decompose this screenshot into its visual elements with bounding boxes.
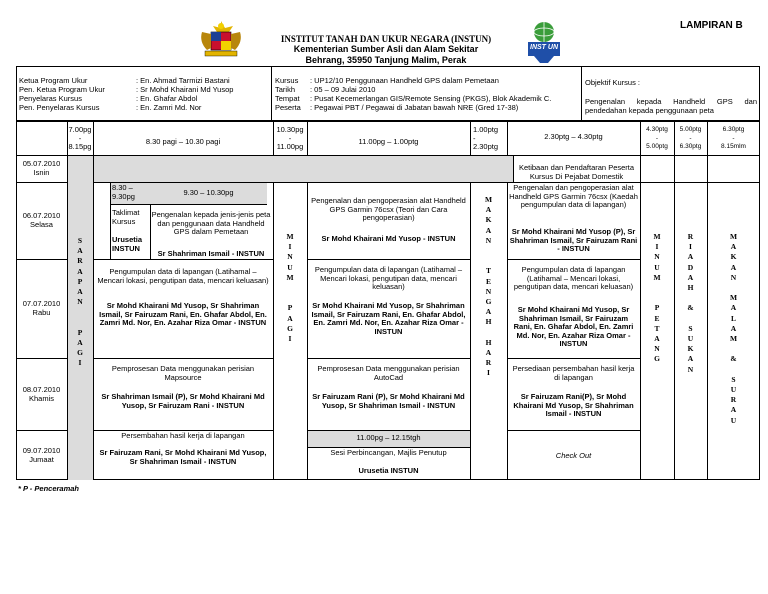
tue-secretariat: Urusetia INSTUN <box>112 235 143 253</box>
tue-gps-speaker: Sr Mohd Khairani Md Yusop - INSTUN <box>321 234 456 243</box>
fri-closing-organizer: Urusetia INSTUN <box>358 466 419 475</box>
day-friday: 09.07.2010 Jumaat <box>22 446 61 464</box>
day-thursday: 08.07.2010 Khamis <box>22 385 61 403</box>
fri-mid-time: 11.00pg – 12.15tgh <box>356 433 421 442</box>
crest-logo <box>197 20 245 58</box>
fri-am-speakers: Sr Fairuzam Rani, Sr Mohd Khairani Md Yusop, Sr Shahriman Ismail - INSTUN <box>99 448 267 466</box>
thu-mid-speakers: Sr Fairuzam Rani (P), Sr Mohd Khairani Md Yusop, Sr Shahriman Ismail - INSTUN <box>312 392 465 410</box>
ministry-name: Kementerian Sumber Asli dan Alam Sekitar <box>293 44 479 54</box>
break-sports: R I A D A H & S U K A N <box>687 232 694 374</box>
time-afternoon-session: 2.30ptg – 4.30ptg <box>544 132 603 141</box>
time-breakfast: 7.00pg - 8.15pg <box>68 125 92 152</box>
fri-closing-session: Sesi Perbincangan, Majlis Penutup <box>330 448 447 457</box>
time-lunch: 1.00ptg - 2.30ptg <box>473 125 499 152</box>
thu-pm-speakers: Sr Fairuzam Rani(P), Sr Mohd Khairani Md Yusop, Sr Shahriman Ismail - INSTUN <box>513 392 634 419</box>
thu-pm-session: Persediaan persembahan hasil kerja di lapangan <box>512 364 635 382</box>
wed-am-session: Pengumpulan data di lapangan (Latihamal – Mencari lokasi, pengutipan data, mencari keluasan) <box>97 267 269 285</box>
tue-intro-session: Pengenalan kepada jenis-jenis peta dan penggunaan data Handheld GPS dalam Pemetaan <box>151 210 271 237</box>
tue-time-a: 8.30 – 9.30pg <box>112 183 135 201</box>
tue-briefing: Taklimat Kursus <box>112 208 140 226</box>
break-dinner-prayer: M A K A N M A L A M & S U R A U <box>729 232 738 425</box>
lampiran-label: LAMPIRAN B <box>680 20 743 31</box>
address: Behrang, 35950 Tanjung Malim, Perak <box>305 55 467 65</box>
break-morning-tea: M I N U M P A G I <box>286 232 294 344</box>
thu-am-speakers: Sr Shahriman Ismail (P), Sr Mohd Khairani Md Yusop, Sr Fairuzam Rani - INSTUN <box>101 392 265 410</box>
wed-mid-session: Pengumpulan data di lapangan (Latihamal – Mencari lokasi, pengutipan data, mencari keluasan) <box>314 265 463 292</box>
time-morning-tea: 10.30pg - 11.00pg <box>276 125 304 152</box>
time-morning-session: 8.30 pagi – 10.30 pagi <box>145 137 221 146</box>
time-afternoon-tea: 4.30ptg - 5.00ptg <box>646 126 668 151</box>
tue-field-speakers: Sr Mohd Khairani Md Yusop (P), Sr Shahriman Ismail, Sr Fairuzam Rani - INSTUN <box>509 227 638 254</box>
wed-mid-speakers: Sr Mohd Khairani Md Yusop, Sr Shahriman Ismail, Sr Fairuzam Rani, En. Ghafar Abdol, En. Zamri Md. Nor, En. Azahar Riza Omar - INSTUN <box>311 301 466 336</box>
day-tuesday: 06.07.2010 Selasa <box>22 211 61 229</box>
tue-intro-speaker: Sr Shahriman Ismail - INSTUN <box>157 249 265 258</box>
thu-am-session: Pemprosesan Data menggunakan perisian Mapsource <box>111 364 255 382</box>
objective-text: Pengenalan kepada Handheld GPS dan pendedahan kepada penggunaan peta <box>585 97 757 115</box>
break-lunch: M A K A N T E N G A H H A R I <box>484 195 493 378</box>
day-wednesday: 07.07.2010 Rabu <box>22 299 61 317</box>
wed-pm-session: Pengumpulan data di lapangan (Latihamal – Mencari lokasi, pengutipan data, mencari keluasan) <box>513 265 634 292</box>
tue-gps-field: Pengenalan dan pengoperasian alat Handheld GPS Garmin 76csx (Kaedah pengumpulan data di lapangan) <box>509 183 638 210</box>
objective-label: Objektif Kursus : <box>585 78 641 87</box>
thu-mid-session: Pemprosesan Data menggunakan perisian AutoCad <box>317 364 460 382</box>
institute-title: INSTITUT TANAH DAN UKUR NEGARA (INSTUN) <box>280 34 492 44</box>
time-midday-session: 11.00pg – 1.00ptg <box>358 137 419 146</box>
break-breakfast: S A R A P A N P A G I <box>77 236 83 368</box>
logo-text: INST UN <box>530 44 558 51</box>
time-dinner: 6.30ptg - 8.15mlm <box>721 126 746 151</box>
footnote: * P - Penceramah <box>18 484 79 493</box>
checkin-session: Ketibaan dan Pendaftaran Peserta Kursus Di Pejabat Domestik <box>518 163 635 181</box>
day-monday: 05.07.2010 Isnin <box>22 159 61 177</box>
tue-time-b: 9.30 – 10.30pg <box>183 188 234 197</box>
tue-gps-intro: Pengenalan dan pengoperasian alat Handheld GPS Garmin 76csx (Teori dan Cara pengoperasian) <box>311 196 466 223</box>
wed-am-speakers: Sr Mohd Khairani Md Yusop, Sr Shahriman Ismail, Sr Fairuzam Rani, En. Ghafar Abdol, En. Zamri Md. Nor, En. Azahar Riza Omar - INSTUN <box>99 301 267 328</box>
break-afternoon-tea: M I N U M P E T A N G <box>653 232 661 364</box>
fri-am-session: Persembahan hasil kerja di lapangan <box>121 431 245 440</box>
wed-pm-speakers: Sr Mohd Khairani Md Yusop, Sr Shahriman Ismail, Sr Fairuzam Rani, En. Ghafar Abdol, En. Zamri Md. Nor, En. Azahar Riza Omar - INSTUN <box>513 305 634 349</box>
time-sports: 5.00ptg - 6.30ptg <box>679 126 702 151</box>
fri-checkout: Check Out <box>555 451 592 460</box>
instun-logo <box>524 20 564 64</box>
